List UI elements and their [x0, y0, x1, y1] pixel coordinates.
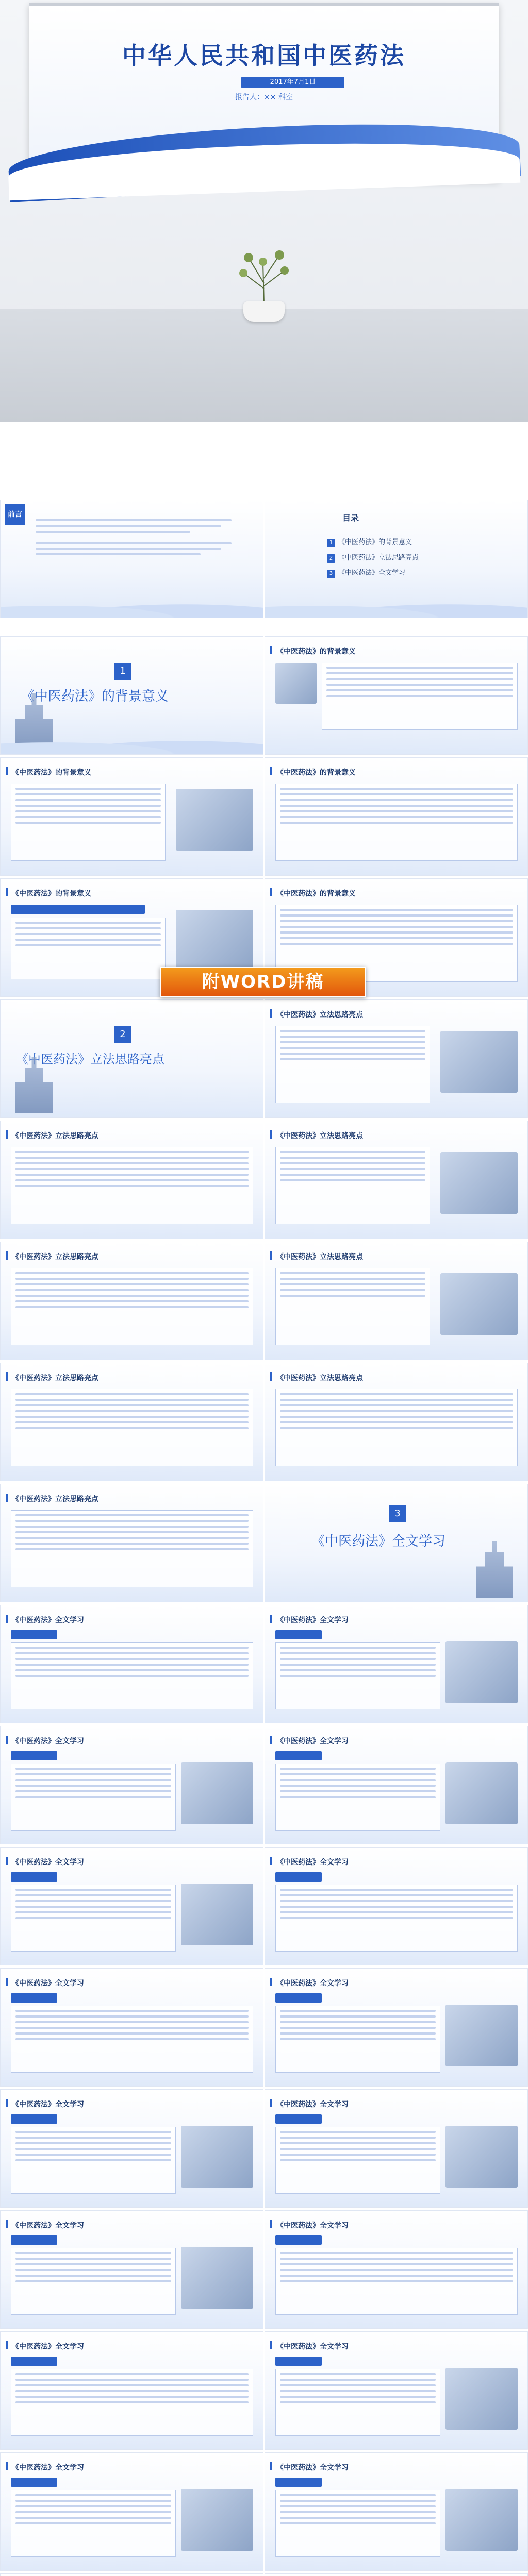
- slide-title: 《中医药法》立法思路亮点: [12, 1132, 98, 1140]
- section-title: 《中医药法》全文学习: [311, 1534, 446, 1549]
- slide-title: 《中医药法》全文学习: [276, 1858, 349, 1867]
- cover-speaker: 报告人：×× 科室: [235, 93, 293, 101]
- content-slide: [0, 2331, 263, 2450]
- content-slide: [0, 1242, 263, 1360]
- content-slide: [265, 1968, 528, 2087]
- content-slide: [265, 2210, 528, 2329]
- content-slide: [0, 2452, 263, 2571]
- plant-icon: [233, 242, 295, 304]
- photo: [446, 2489, 518, 2551]
- photo: [176, 789, 253, 851]
- qw-row: [0, 2210, 528, 2329]
- slide-title: 《中医药法》立法思路亮点: [276, 1132, 363, 1140]
- slide-title: 《中医药法》全文学习: [12, 1979, 84, 1988]
- slide-title: 《中医药法》全文学习: [12, 2100, 84, 2109]
- photo: [446, 1762, 518, 1824]
- slide-title: 《中医药法》立法思路亮点: [276, 1374, 363, 1382]
- table-surface: [0, 309, 528, 422]
- section-title: 《中医药法》的背景意义: [21, 689, 169, 704]
- photo: [176, 910, 253, 972]
- section-tag: [275, 2357, 322, 2366]
- preface-slide: [0, 500, 263, 618]
- slide-title: 《中医药法》的背景意义: [276, 648, 356, 656]
- photo: [446, 1641, 518, 1703]
- section-tag: [11, 1751, 57, 1760]
- photo: [181, 1762, 253, 1824]
- slide-title: 《中医药法》全文学习: [276, 2343, 349, 2351]
- content-slide: [265, 1605, 528, 1723]
- photo: [181, 2126, 253, 2188]
- section-title: 《中医药法》立法思路亮点: [16, 1052, 164, 1066]
- section-tag: [11, 2114, 57, 2124]
- slide-title: 《中医药法》全文学习: [12, 1737, 84, 1745]
- qw-row: [0, 1726, 528, 1844]
- content-slide: [0, 1121, 263, 1239]
- qw-row: [0, 1605, 528, 1723]
- bg-row-1: [0, 757, 528, 876]
- section1-row: [0, 636, 528, 755]
- section-tag: [11, 2478, 57, 2487]
- photo: [275, 663, 317, 704]
- photo: [446, 2368, 518, 2430]
- content-slide: [265, 1121, 528, 1239]
- content-slide: [265, 757, 528, 876]
- qw-row: [0, 2331, 528, 2450]
- content-slide: [265, 2573, 528, 2576]
- slide-title: 《中医药法》全文学习: [12, 1858, 84, 1867]
- photo: [181, 2489, 253, 2551]
- toc-slide: [265, 500, 528, 618]
- toc-item[interactable]: 1 《中医药法》的背景意义: [327, 536, 412, 547]
- slide-title: 《中医药法》全文学习: [276, 1616, 349, 1624]
- section-tag: [11, 2235, 57, 2245]
- vase: [243, 301, 285, 322]
- photo: [446, 2126, 518, 2188]
- qw-row: [0, 2089, 528, 2208]
- photo: [181, 1884, 253, 1945]
- word-download-banner[interactable]: 附WORD讲稿: [160, 967, 366, 997]
- section-tag: [275, 1872, 322, 1882]
- section-tag: [11, 1993, 57, 2003]
- photo: [181, 2247, 253, 2309]
- section-tag: [11, 1630, 57, 1639]
- section-tag: [275, 2478, 322, 2487]
- section-1-slide: [0, 636, 263, 755]
- content-slide: [265, 1847, 528, 1965]
- content-slide: [0, 757, 263, 876]
- preface-badge: 前言: [5, 504, 25, 525]
- slide-title: 《中医药法》立法思路亮点: [276, 1253, 363, 1261]
- content-slide: [265, 2331, 528, 2450]
- content-slide: [265, 2089, 528, 2208]
- projector-screen: [29, 3, 499, 181]
- content-slide: [0, 1726, 263, 1844]
- qw-row: [0, 1847, 528, 1965]
- section3-row: [0, 1484, 528, 1602]
- slide-title: 《中医药法》立法思路亮点: [12, 1374, 98, 1382]
- cover-title: 中华人民共和国中医药法: [122, 42, 406, 70]
- section-number: 3: [389, 1505, 406, 1522]
- content-slide: [265, 1726, 528, 1844]
- section-tag: [275, 2114, 322, 2124]
- section-tag: [275, 1630, 322, 1639]
- content-slide: [0, 2573, 263, 2576]
- photo: [440, 1273, 518, 1335]
- toc-title: 目录: [342, 513, 359, 523]
- section-tag: [275, 1751, 322, 1760]
- content-slide: [265, 636, 528, 755]
- ld-row-3: [0, 1363, 528, 1481]
- section-number: 2: [114, 1026, 131, 1043]
- section-tag: [11, 1872, 57, 1882]
- slide-title: 《中医药法》全文学习: [12, 2464, 84, 2472]
- qw-row: [0, 2452, 528, 2571]
- content-slide: [265, 999, 528, 1118]
- content-slide: [265, 1363, 528, 1481]
- slide-title: 《中医药法》立法思路亮点: [276, 1011, 363, 1019]
- section-2-slide: [0, 999, 263, 1118]
- content-slide: [0, 1605, 263, 1723]
- section-number: 1: [114, 663, 131, 680]
- content-slide: [0, 1363, 263, 1481]
- slide-title: 《中医药法》全文学习: [12, 2222, 84, 2230]
- toc-item[interactable]: 2 《中医药法》立法思路亮点: [327, 552, 419, 563]
- photo: [440, 1152, 518, 1214]
- slide-title: 《中医药法》全文学习: [12, 1616, 84, 1624]
- ld-row-1: [0, 1121, 528, 1239]
- ld-row-2: [0, 1242, 528, 1360]
- section-tag: [275, 1993, 322, 2003]
- slide-title: 《中医药法》全文学习: [276, 1737, 349, 1745]
- content-slide: [0, 1847, 263, 1965]
- section-3-slide: [265, 1484, 528, 1602]
- slide-title: 《中医药法》全文学习: [12, 2343, 84, 2351]
- section-tag: [11, 2357, 57, 2366]
- content-slide: [0, 1968, 263, 2087]
- cover-slide: [0, 0, 528, 422]
- slide-title: 《中医药法》的背景意义: [276, 769, 356, 777]
- section-tag: [275, 2235, 322, 2245]
- photo: [440, 1031, 518, 1093]
- slide-title: 《中医药法》全文学习: [276, 2100, 349, 2109]
- content-slide: [265, 2452, 528, 2571]
- content-slide: [0, 2210, 263, 2329]
- slide-title: 《中医药法》的背景意义: [276, 890, 356, 898]
- slide-title: 《中医药法》全文学习: [276, 2464, 349, 2472]
- cover-date: 2017年7月1日: [241, 77, 344, 88]
- slide-title: 《中医药法》的背景意义: [12, 769, 91, 777]
- slide-title: 《中医药法》全文学习: [276, 1979, 349, 1988]
- preface-text: [31, 516, 248, 578]
- toc-item[interactable]: 3 《中医药法》全文学习: [327, 567, 405, 578]
- qw-row: [0, 1968, 528, 2087]
- preface-toc-row: [0, 500, 528, 618]
- content-slide: [0, 2089, 263, 2208]
- photo: [446, 2005, 518, 2066]
- slide-title: 《中医药法》立法思路亮点: [12, 1495, 98, 1503]
- slide-title: 《中医药法》全文学习: [276, 2222, 349, 2230]
- slide-title: 《中医药法》立法思路亮点: [12, 1253, 98, 1261]
- section2-row: [0, 999, 528, 1118]
- slide-title: 《中医药法》的背景意义: [12, 890, 91, 898]
- content-slide: [265, 1242, 528, 1360]
- content-slide: [0, 1484, 263, 1602]
- qw-row: [0, 2573, 528, 2576]
